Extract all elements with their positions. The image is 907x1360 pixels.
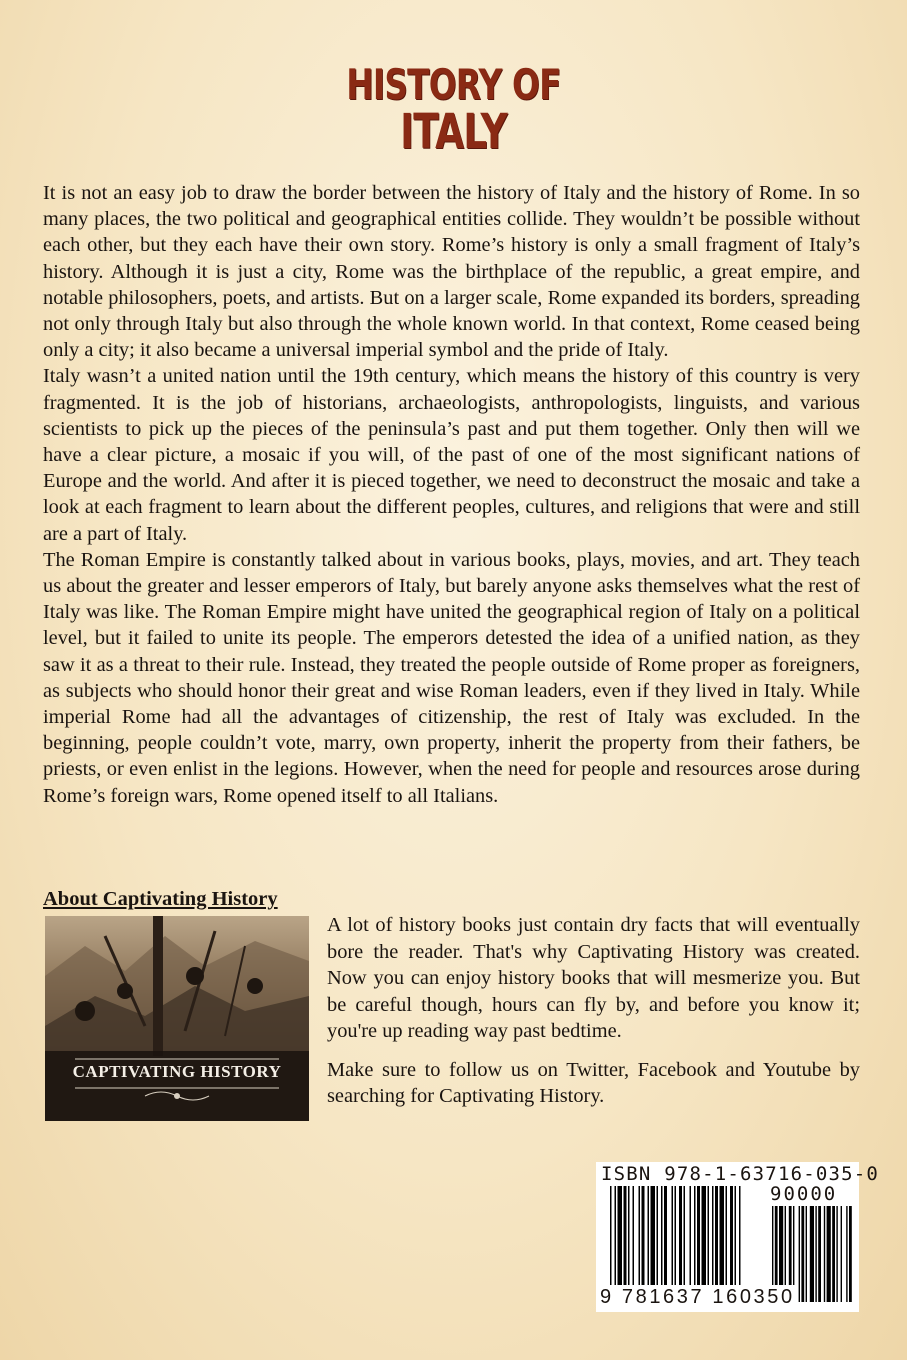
about-paragraph-1: A lot of history books just contain dry facts that will eventually bore the reader. That's why Captivating History was created. Now you can enjoy history books that will mesmerize you. But be careful though, hours can fly by, and before you know it; you're up reading way past bedtime. (327, 914, 860, 1042)
blurb-text (43, 180, 860, 809)
price-addon: 90000 (770, 1183, 838, 1205)
about-paragraph-2: Make sure to follow us on Twitter, Facebook and Youtube by searching for Captivating History. (327, 1058, 860, 1107)
publisher-brand: CAPTIVATING HISTORY (72, 1062, 282, 1081)
barcode (596, 1162, 880, 1312)
book-title-line1: HISTORY OF (346, 60, 561, 109)
about-heading: About Captivating History (43, 888, 278, 910)
publisher-illustration (45, 916, 309, 1121)
isbn-number: ISBN 978-1-63716-035-0 (601, 1163, 880, 1185)
blurb-paragraph-2: Italy wasn’t a united nation until the 19th century, which means the history of this country is very fragmented. It is the job of historians, archaeologists, anthropologists, linguists, and various scientists to pick up the pieces of the peninsula’s past and put them together. Only then will we have a clear picture, a mosaic if you will, of the past of one of the most significant nations of Europe and the world. And after it is pieced together, we need to deconstruct the mosaic and take a look at each fragment to learn about the different peoples, cultures, and religions that were and still are a part of Italy. (43, 365, 860, 545)
ean-digits: 9 781637 160350 (600, 1286, 795, 1308)
blurb-paragraph-3: The Roman Empire is constantly talked about in various books, plays, movies, and art. They teach us about the greater and lesser emperors of Italy, but barely anyone asks themselves what the rest of Italy was like. The Roman Empire might have united the geographical region of Italy on a political level, but it failed to unite its people. The emperors detested the idea of a unified nation, as they saw it as a threat to their rule. Instead, they treated the people outside of Rome proper as foreigners, as subjects who should honor their great and wise Roman leaders, even if they lived in Italy. While imperial Rome had all the advantages of citizenship, the rest of Italy was excluded. In the beginning, people couldn’t vote, marry, own property, inherit the property from their fathers, be priests, or even enlist in the legions. However, when the need for people and resources arose during Rome’s foreign wars, Rome opened itself to all Italians. (43, 548, 860, 807)
blurb-paragraph-1: It is not an easy job to draw the border between the history of Italy and the history of Rome. In so many places, the two political and geographical entities collide. They wouldn’t be possible without each other, but they each have their own story. Rome’s history is only a small fragment of Italy’s history. Although it is just a city, Rome was the birthplace of the republic, a great empire, and notable philosophers, poets, and artists. But on a larger scale, Rome expanded its borders, spreading not only through Italy but also through the whole known world. In that context, Rome ceased being only a city; it also became a universal imperial symbol and the pride of Italy. (43, 182, 860, 362)
about-text (327, 912, 860, 1122)
battle-scene-illustration (45, 916, 309, 1121)
book-title-line2: ITALY (400, 104, 507, 160)
